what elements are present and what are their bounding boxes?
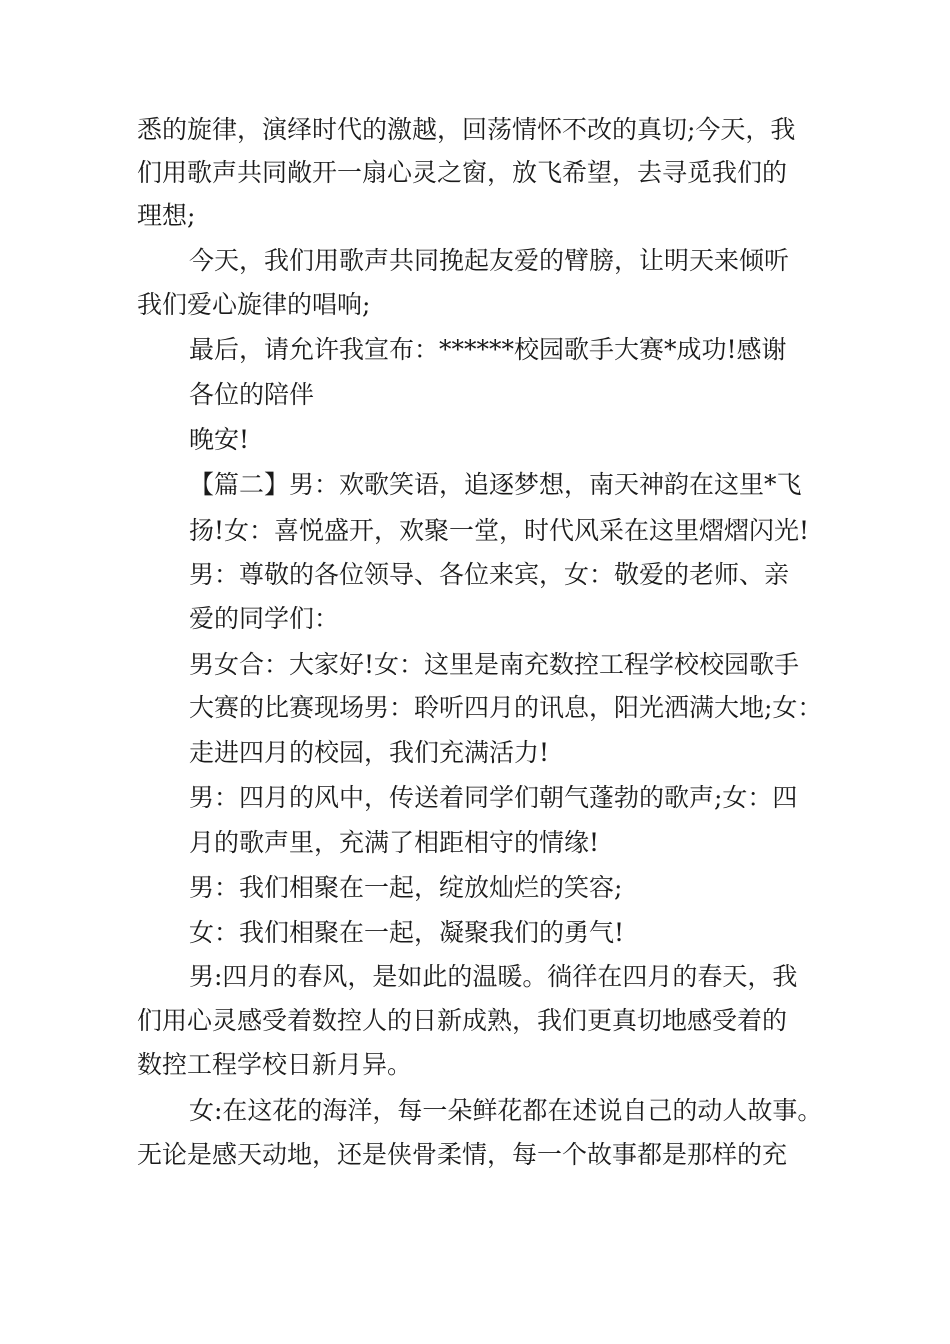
text-line: 晚安! — [189, 425, 250, 454]
text-line: 我们爱心旋律的唱响; — [137, 290, 371, 319]
text-line: 【篇二】男：欢歌笑语，追逐梦想，南天神韵在这里*飞 — [189, 470, 802, 499]
text-line: 月的歌声里，充满了相距相守的情缘! — [189, 828, 600, 857]
text-line: 今天，我们用歌声共同挽起友爱的臂膀，让明天来倾听 — [189, 246, 790, 275]
text-line: 男：四月的风中，传送着同学们朝气蓬勃的歌声;女：四 — [189, 783, 798, 812]
text-line: 理想; — [137, 201, 196, 230]
text-line: 爱的同学们： — [189, 604, 340, 633]
text-line: 走进四月的校园，我们充满活力! — [189, 738, 550, 767]
text-line: 男:四月的春风，是如此的温暖。徜徉在四月的春天，我 — [189, 962, 798, 991]
text-line: 们用歌声共同敞开一扇心灵之窗，放飞希望，去寻觅我们的 — [137, 158, 788, 187]
text-line: 男女合：大家好!女：这里是南充数控工程学校校园歌手 — [189, 650, 800, 679]
text-line: 男：尊敬的各位领导、各位来宾，女：敬爱的老师、亲 — [189, 560, 790, 589]
text-line: 男：我们相聚在一起，绽放灿烂的笑容; — [189, 873, 623, 902]
text-line: 扬!女：喜悦盛开，欢聚一堂，时代风采在这里熠熠闪光! — [189, 516, 810, 545]
text-line: 女：我们相聚在一起，凝聚我们的勇气! — [189, 918, 625, 947]
text-line: 悉的旋律，演绎时代的激越，回荡情怀不改的真切;今天，我 — [137, 115, 796, 144]
text-line: 大赛的比赛现场男：聆听四月的讯息，阳光洒满大地;女： — [189, 693, 823, 722]
text-line: 们用心灵感受着数控人的日新成熟，我们更真切地感受着的 — [137, 1006, 788, 1035]
text-line: 无论是感天动地，还是侠骨柔情，每一个故事都是那样的充 — [137, 1140, 788, 1169]
text-line: 各位的陪伴 — [189, 380, 315, 409]
text-line: 最后，请允许我宣布：******校园歌手大赛*成功!感谢 — [189, 335, 787, 364]
text-line: 女:在这花的海洋，每一朵鲜花都在述说自己的动人故事。 — [189, 1096, 823, 1125]
text-line: 数控工程学校日新月异。 — [137, 1050, 413, 1079]
